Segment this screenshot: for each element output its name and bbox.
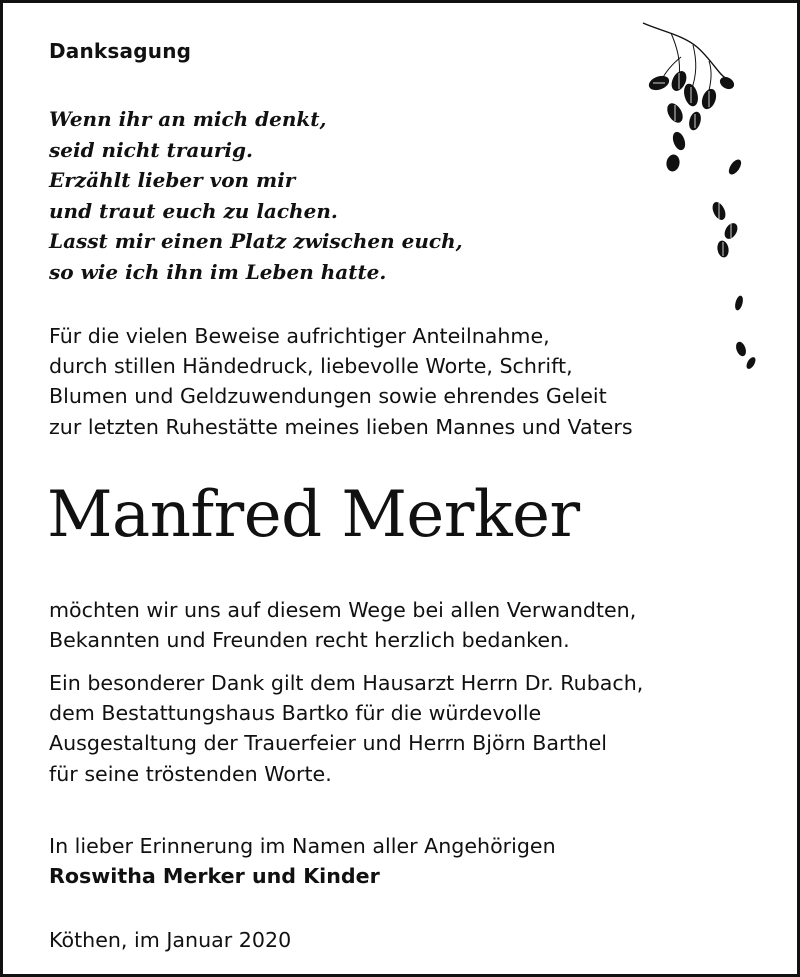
text-line: Bekannten und Freunden recht herzlich bedanken.	[49, 628, 570, 653]
signature: Roswitha Merker und Kinder	[49, 864, 380, 889]
poem-line: Lasst mir einen Platz zwischen euch,	[49, 229, 463, 253]
text-line: möchten wir uns auf diesem Wege bei allen Verwandten,	[49, 598, 637, 622]
text-line: Für die vielen Beweise aufrichtiger Anteilnahme,	[49, 324, 550, 348]
text-line: Blumen und Geldzuwendungen sowie ehrendes Geleit	[49, 384, 607, 409]
poem-line: Wenn ihr an mich denkt,	[49, 107, 327, 131]
text-line: dem Bestattungshaus Bartko für die würdevolle	[49, 701, 542, 726]
remembrance-block	[49, 831, 556, 891]
poem	[49, 104, 463, 287]
falling-leaves-icon	[631, 17, 767, 377]
heading: Danksagung	[49, 39, 192, 63]
text-line: Ein besonderer Dank gilt dem Hausarzt Herrn Dr. Rubach,	[49, 671, 644, 695]
thanks-paragraph	[49, 595, 636, 655]
poem-line: und traut euch zu lachen.	[49, 198, 338, 223]
text-line: für seine tröstenden Worte.	[49, 761, 332, 786]
text-line: zur letzten Ruhestätte meines lieben Mannes und Vaters	[49, 414, 633, 439]
poem-line: so wie ich ihn im Leben hatte.	[49, 259, 387, 284]
remembrance-text: In lieber Erinnerung im Namen aller Angehörigen	[49, 834, 556, 858]
text-line: Ausgestaltung der Trauerfeier und Herrn Björn Barthel	[49, 731, 608, 756]
text-line: durch stillen Händedruck, liebevolle Worte, Schrift,	[49, 354, 573, 379]
poem-line: Erzählt lieber von mir	[49, 168, 296, 192]
place-date: Köthen, im Januar 2020	[49, 928, 292, 952]
special-thanks-paragraph	[49, 668, 643, 789]
deceased-name: Manfred Merker	[47, 478, 580, 552]
intro-paragraph	[49, 321, 633, 442]
poem-line: seid nicht traurig.	[49, 137, 253, 162]
